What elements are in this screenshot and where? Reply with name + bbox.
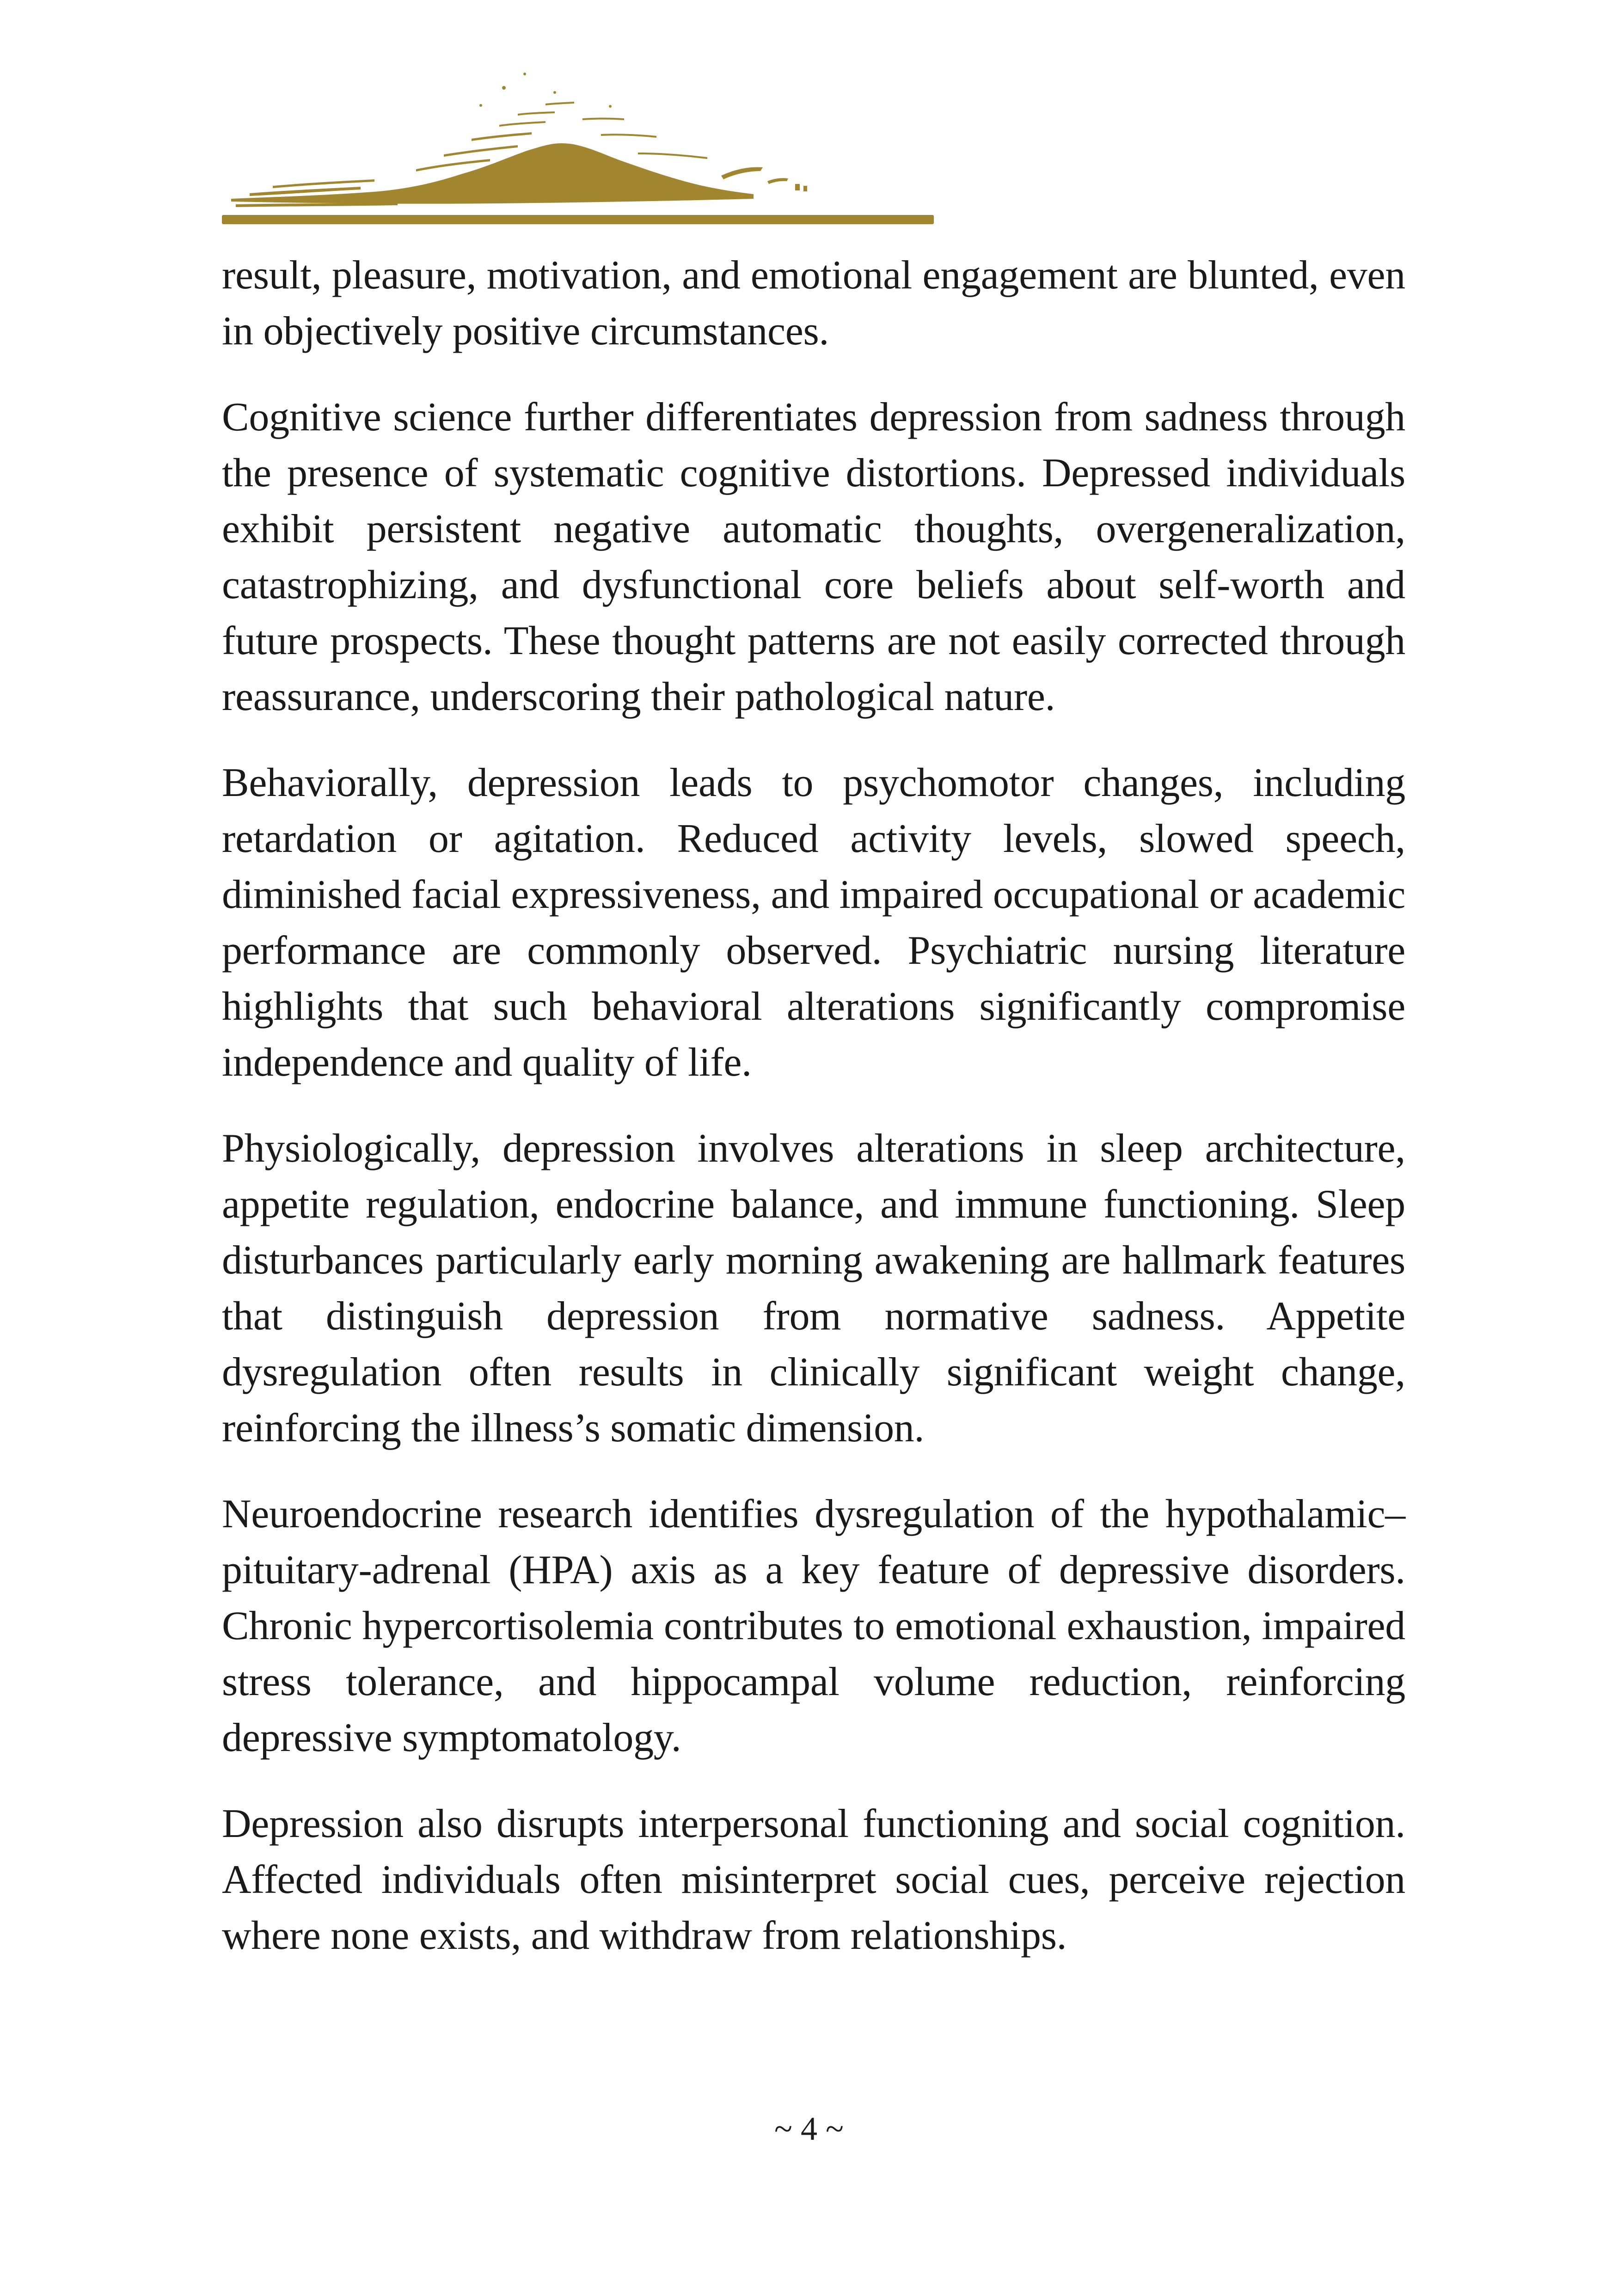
document-body — [222, 247, 1405, 1994]
paragraph-4: Physiologically, depression involves alterations in sleep architecture, appetite regulation, endocrine balance, and immune functioning. Sleep disturbances particularly early morning awakening are hallmark features that distinguish depression from normative sadness. Appetite dysregulation often results in clinically significant weight change, reinforcing the illness’s somatic dimension. — [222, 1126, 1405, 1451]
brushstroke-landscape-ornament-icon — [222, 60, 934, 236]
paragraph-3: Behaviorally, depression leads to psychomotor changes, including retardation or agitation. Reduced activity levels, slowed speech, diminished facial expressiveness, and impaired occupational or academic performance are commonly observed. Psychiatric nursing literature highlights that such behavioral alterations significantly compromise independence and quality of life. — [222, 760, 1405, 1085]
paragraph-2: Cognitive science further differentiates depression from sadness through the presence of systematic cognitive distortions. Depressed individuals exhibit persistent negative automatic thoughts, overgeneralization, catastrophizing, and dysfunctional core beliefs about self-worth and future prospects. These thought patterns are not easily corrected through reassurance, underscoring their pathological nature. — [222, 395, 1405, 719]
paragraph-5: Neuroendocrine research identifies dysregulation of the hypothalamic–pituitary-adrenal (HPA) axis as a key feature of depressive disorders. Chronic hypercortisolemia contributes to emotional exhaustion, impaired stress tolerance, and hippocampal volume reduction, reinforcing depressive symptomatology. — [222, 1492, 1405, 1760]
paragraph-6: Depression also disrupts interpersonal functioning and social cognition. Affected individuals often misinterpret social cues, perceive rejection where none exists, and withdraw from relationships. — [222, 1801, 1405, 1958]
page-number: ~ 4 ~ — [774, 2110, 844, 2147]
paragraph-1: result, pleasure, motivation, and emotional engagement are blunted, even in objectively positive circumstances. — [222, 253, 1405, 354]
